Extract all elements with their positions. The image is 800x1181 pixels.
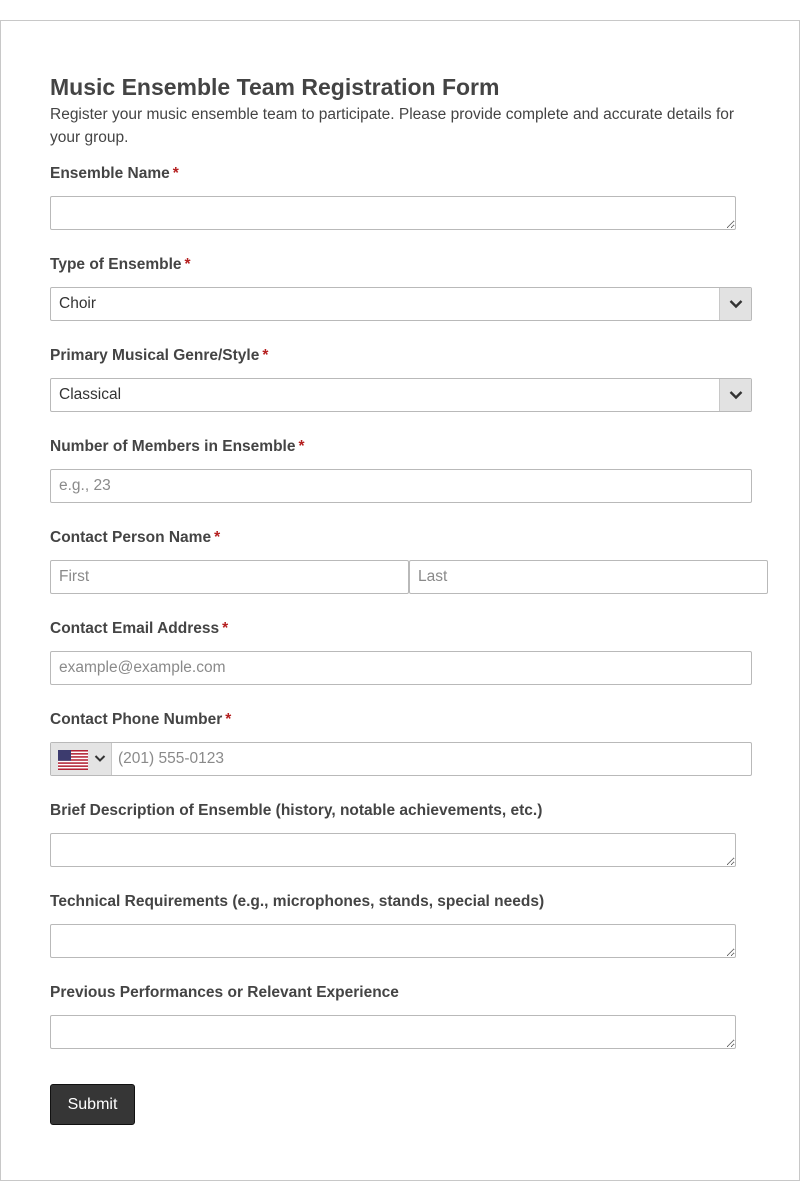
required-mark: *	[172, 165, 179, 182]
ensemble-name-input[interactable]	[50, 196, 736, 230]
contact-name-label-text: Contact Person Name	[50, 529, 212, 546]
submit-button[interactable]: Submit	[50, 1084, 135, 1125]
members-label-text: Number of Members in Ensemble	[50, 438, 296, 455]
required-mark: *	[298, 438, 305, 455]
email-label	[50, 619, 228, 639]
experience-textarea[interactable]	[50, 1015, 736, 1049]
genre-value: Classical	[59, 386, 122, 403]
email-input[interactable]	[50, 651, 752, 685]
experience-label: Previous Performances or Relevant Experience	[50, 984, 399, 1001]
phone-label-text: Contact Phone Number	[50, 711, 223, 728]
form-card	[0, 20, 800, 1181]
chevron-down-icon[interactable]	[94, 754, 106, 763]
ensemble-type-label-text: Type of Ensemble	[50, 256, 182, 273]
technical-textarea[interactable]	[50, 924, 736, 958]
email-label-text: Contact Email Address	[50, 620, 220, 637]
ensemble-type-select[interactable]	[50, 287, 752, 321]
ensemble-name-label-text: Ensemble Name	[50, 165, 170, 182]
required-mark: *	[225, 711, 232, 728]
required-mark: *	[184, 256, 191, 273]
required-mark: *	[262, 347, 269, 364]
required-mark: *	[214, 529, 221, 546]
genre-select[interactable]	[50, 378, 752, 412]
genre-label	[50, 346, 268, 366]
required-mark: *	[222, 620, 229, 637]
contact-name-label	[50, 528, 220, 548]
chevron-down-icon[interactable]	[719, 379, 751, 411]
description-label: Brief Description of Ensemble (history, notable achievements, etc.)	[50, 802, 543, 819]
chevron-down-icon[interactable]	[719, 288, 751, 320]
members-input[interactable]	[50, 469, 752, 503]
members-label	[50, 437, 305, 457]
genre-label-text: Primary Musical Genre/Style	[50, 347, 260, 364]
last-name-input[interactable]	[409, 560, 768, 594]
ensemble-type-value: Choir	[59, 295, 97, 312]
phone-label	[50, 710, 231, 730]
technical-label: Technical Requirements (e.g., microphones, stands, special needs)	[50, 893, 545, 910]
ensemble-type-label	[50, 255, 191, 275]
first-name-input[interactable]	[50, 560, 409, 594]
form-subtitle: Register your music ensemble team to participate. Please provide complete and accurate details for your group.	[50, 106, 735, 146]
phone-field	[50, 742, 752, 776]
ensemble-name-label	[50, 164, 179, 184]
phone-input[interactable]	[112, 743, 746, 775]
country-selector[interactable]	[51, 743, 112, 775]
form-title: Music Ensemble Team Registration Form	[50, 74, 500, 100]
description-textarea[interactable]	[50, 833, 736, 867]
us-flag-icon	[58, 750, 88, 770]
